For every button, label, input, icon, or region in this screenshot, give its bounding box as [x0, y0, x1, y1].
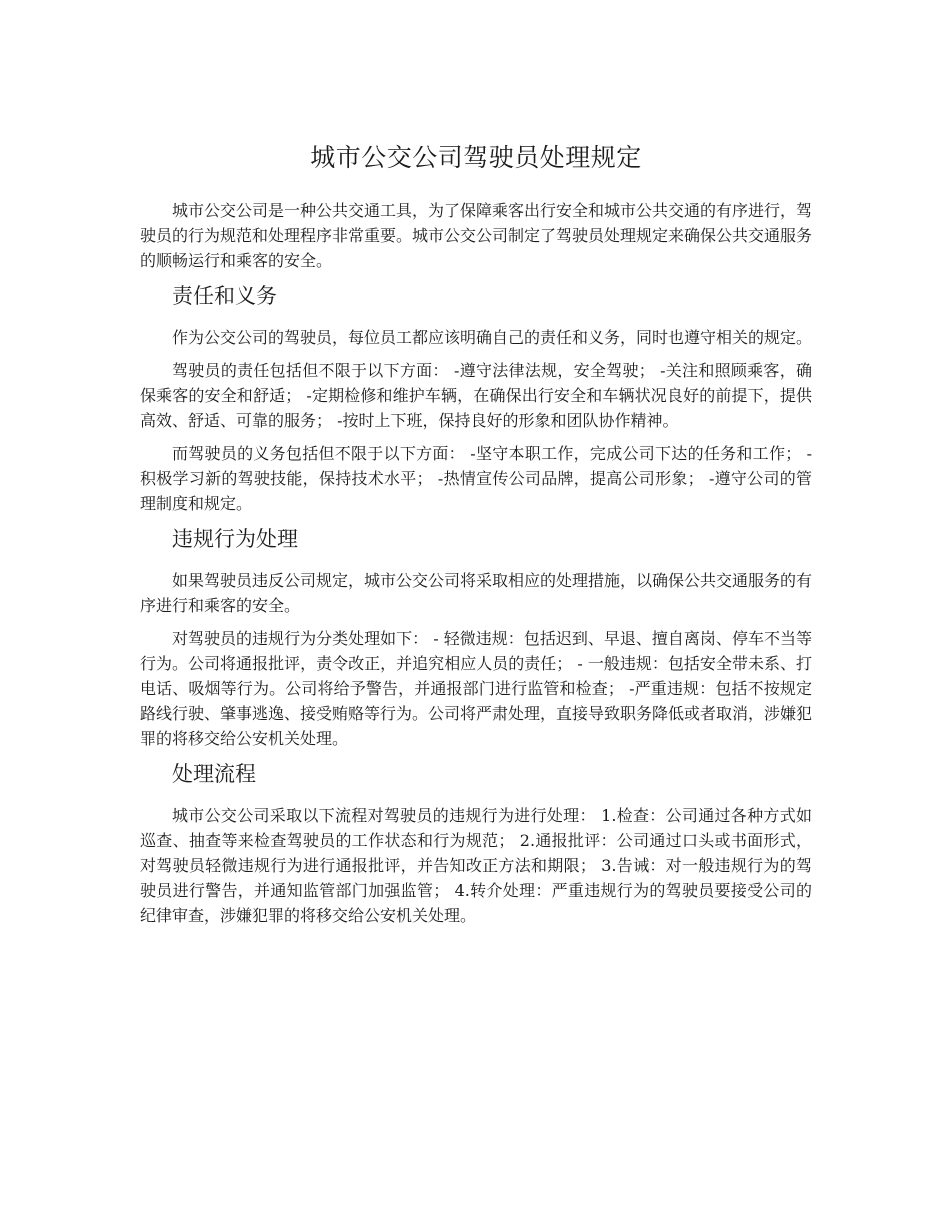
section-paragraph: 驾驶员的责任包括但不限于以下方面： -遵守法律法规，安全驾驶； -关注和照顾乘客，确保乘客的安全和舒适； -定期检修和维护车辆，在确保出行安全和车辆状况良好的前提下，提供高效、舒适、可靠的服务； -按时上下班，保持良好的形象和团队协作精神。 [140, 361, 812, 430]
document-page [140, 140, 812, 928]
section-heading-violations: 违规行为处理 [172, 527, 298, 551]
intro-paragraph: 城市公交公司是一种公共交通工具，为了保障乘客出行安全和城市公共交通的有序进行，驾驶员的行为规范和处理程序非常重要。城市公交公司制定了驾驶员处理规定来确保公共交通服务的顺畅运行和乘客的安全。 [140, 201, 813, 270]
section-paragraph: 而驾驶员的义务包括但不限于以下方面： -坚守本职工作，完成公司下达的任务和工作； -积极学习新的驾驶技能，保持技术水平； -热情宣传公司品牌，提高公司形象； -遵守公司的管理制度和规定。 [140, 444, 812, 513]
section-paragraph: 城市公交公司采取以下流程对驾驶员的违规行为进行处理： 1.检查：公司通过各种方式如巡查、抽查等来检查驾驶员的工作状态和行为规范； 2.通报批评：公司通过口头或书面形式，对驾驶员轻微违规行为进行通报批评，并告知改正方法和期限； 3.告诫：对一般违规行为的驾驶员进行警告，并通知监管部门加强监管； 4.转介处理：严重违规行为的驾驶员要接受公司的纪律审查，涉嫌犯罪的将移交给公安机关处理。 [140, 806, 812, 925]
section-paragraph: 如果驾驶员违反公司规定，城市公交公司将采取相应的处理措施，以确保公共交通服务的有序进行和乘客的安全。 [140, 571, 813, 615]
section-paragraph: 对驾驶员的违规行为分类处理如下： - 轻微违规：包括迟到、早退、擅自离岗、停车不当等行为。公司将通报批评，责令改正，并追究相应人员的责任； - 一般违规：包括安全带未系、打电话、吸烟等行为。公司将给予警告，并通报部门进行监管和检查； -严重违规：包括不按规定路线行驶、肇事逃逸、接受贿赂等行为。公司将严肃处理，直接导致职务降低或者取消，涉嫌犯罪的将移交给公安机关处理。 [140, 629, 813, 748]
section-paragraph: 作为公交公司的驾驶员，每位员工都应该明确自己的责任和义务，同时也遵守相关的规定。 [172, 328, 813, 347]
document-title: 城市公交公司驾驶员处理规定 [310, 143, 642, 172]
section-heading-process: 处理流程 [172, 762, 256, 786]
section-heading-responsibilities: 责任和义务 [172, 284, 277, 308]
